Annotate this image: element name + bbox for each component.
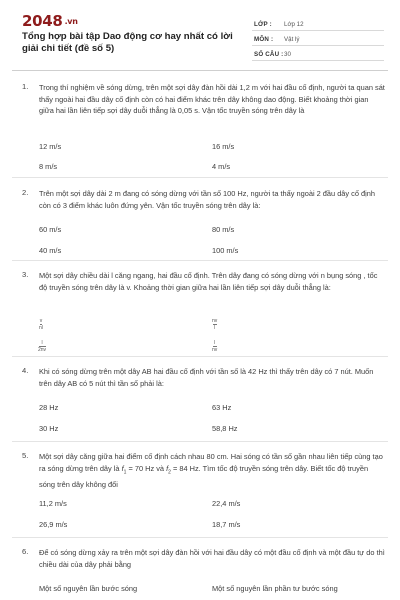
info-key: SỐ CÂU : [254, 51, 284, 58]
option-a[interactable]: 11,2 m/s [39, 499, 67, 508]
f2-symbol: f [166, 463, 169, 473]
header-divider [12, 70, 388, 71]
info-table [252, 16, 384, 61]
logo-suffix: .vn [64, 17, 78, 26]
question-text: Trên một sợi dây dài 2 m đang có sóng dừng với tần số 100 Hz, người ta thấy ngoài 2 đầu dây cố định còn có 3 điểm khác luôn đứng yên. Vận tốc truyền sóng trên dây là: [39, 189, 375, 210]
fraction-numerator: nv [212, 318, 218, 324]
question-divider [12, 260, 388, 261]
question-text: Một sợi dây chiều dài l căng ngang, hai đầu cố định. Trên dây đang có sóng dừng với n bụng sóng , tốc độ truyền sóng trên dây là v. Khoảng thời gian giữa hai lần liên tiếp sợi dây duỗi thẳng là: [39, 271, 378, 292]
option-a[interactable] [39, 318, 43, 331]
option-a[interactable]: 28 Hz [39, 403, 59, 412]
option-d[interactable]: 100 m/s [212, 246, 239, 255]
logo-text: 2048 [22, 12, 63, 30]
page-header [0, 0, 400, 62]
option-b[interactable]: 80 m/s [212, 225, 235, 234]
fraction-numerator: v [39, 318, 43, 324]
info-row-subject [252, 31, 384, 46]
option-a[interactable]: 60 m/s [39, 225, 62, 234]
info-key: MÔN : [254, 36, 274, 43]
option-c[interactable]: 8 m/s [39, 162, 58, 171]
question-divider [12, 356, 388, 357]
fraction-denominator: l [214, 324, 216, 331]
fraction-denominator: 2nv [38, 346, 47, 353]
fraction-denominator: nl [39, 324, 43, 331]
option-a[interactable]: Một số nguyên lần bước sóng [39, 584, 138, 593]
option-d[interactable] [212, 340, 217, 353]
option-b[interactable]: 16 m/s [212, 142, 235, 151]
info-row-count [252, 46, 384, 61]
option-b[interactable]: 22,4 m/s [212, 499, 241, 508]
info-value: Vật lý [284, 36, 300, 43]
info-row-class [252, 16, 384, 31]
question-number: 5. [22, 451, 29, 460]
question-text-part: Một sợi dây căng giữa hai điểm cố định cách nhau 80 cm. Hai sóng có tần số gần nhau liên tiếp cùng tạo ra sóng dừng trên dây là [39, 452, 383, 473]
site-logo[interactable] [22, 12, 78, 30]
info-value: 30 [284, 51, 291, 58]
option-b[interactable]: 63 Hz [212, 403, 232, 412]
option-c[interactable]: 26,9 m/s [39, 520, 68, 529]
question-text: Khi có sóng dừng trên một dây AB hai đầu cố định với tần số là 42 Hz thì thấy trên dây có 7 nút. Muốn trên dây AB có 5 nút thì tần số phải là: [39, 367, 374, 388]
question-text: Trong thí nghiệm về sóng dừng, trên một sợi dây đàn hồi dài 1,2 m với hai đầu cố định, người ta quan sát thấy ngoài hai đầu dây cố định còn có hai điểm khác trên dây không dao động. Biết khoảng thời gian giữa hai lần liên tiếp sợi dây duỗi thẳng là 0,05 s. Vận tốc truyền sóng trên dây là [39, 83, 385, 116]
info-key: LỚP : [254, 21, 272, 28]
question-number: 1. [22, 82, 29, 91]
option-c[interactable]: 40 m/s [39, 246, 62, 255]
option-c[interactable] [38, 340, 46, 353]
option-b[interactable] [212, 318, 217, 331]
f1-value: = 70 Hz và [126, 463, 167, 473]
question-text [39, 451, 385, 490]
question-number: 2. [22, 188, 29, 197]
question-text: Để có sóng dừng xảy ra trên một sợi dây đàn hồi với hai đầu dây có một đầu cố định và một đầu tự do thì chiều dài của dây phải bằng [39, 548, 385, 569]
info-value: Lớp 12 [284, 21, 304, 28]
question-number: 6. [22, 547, 29, 556]
fraction-numerator: l [41, 340, 43, 346]
document-title: Tổng hợp bài tập Dao động cơ hay nhất có lời giải chi tiết (đề số 5) [22, 31, 233, 54]
f1-symbol: f [121, 463, 124, 473]
question-number: 4. [22, 366, 29, 375]
f2-value: = 84 Hz. Tìm tốc độ truyền sóng trên dây. Biết tốc độ truyền sóng trên dây không đổi [39, 463, 369, 489]
option-b[interactable]: Một số nguyên lần phần tư bước sóng [212, 584, 338, 593]
option-a[interactable]: 12 m/s [39, 142, 62, 151]
option-d[interactable]: 58,8 Hz [212, 424, 238, 433]
f1-subscript: 1 [123, 469, 127, 476]
option-d[interactable]: 18,7 m/s [212, 520, 241, 529]
option-d[interactable]: 4 m/s [212, 162, 231, 171]
f2-subscript: 2 [168, 469, 171, 476]
fraction-denominator: nv [212, 346, 218, 353]
question-number: 3. [22, 270, 29, 279]
option-c[interactable]: 30 Hz [39, 424, 59, 433]
fraction-numerator: l [214, 340, 216, 346]
question-divider [12, 537, 388, 538]
question-divider [12, 177, 388, 178]
question-divider [12, 441, 388, 442]
